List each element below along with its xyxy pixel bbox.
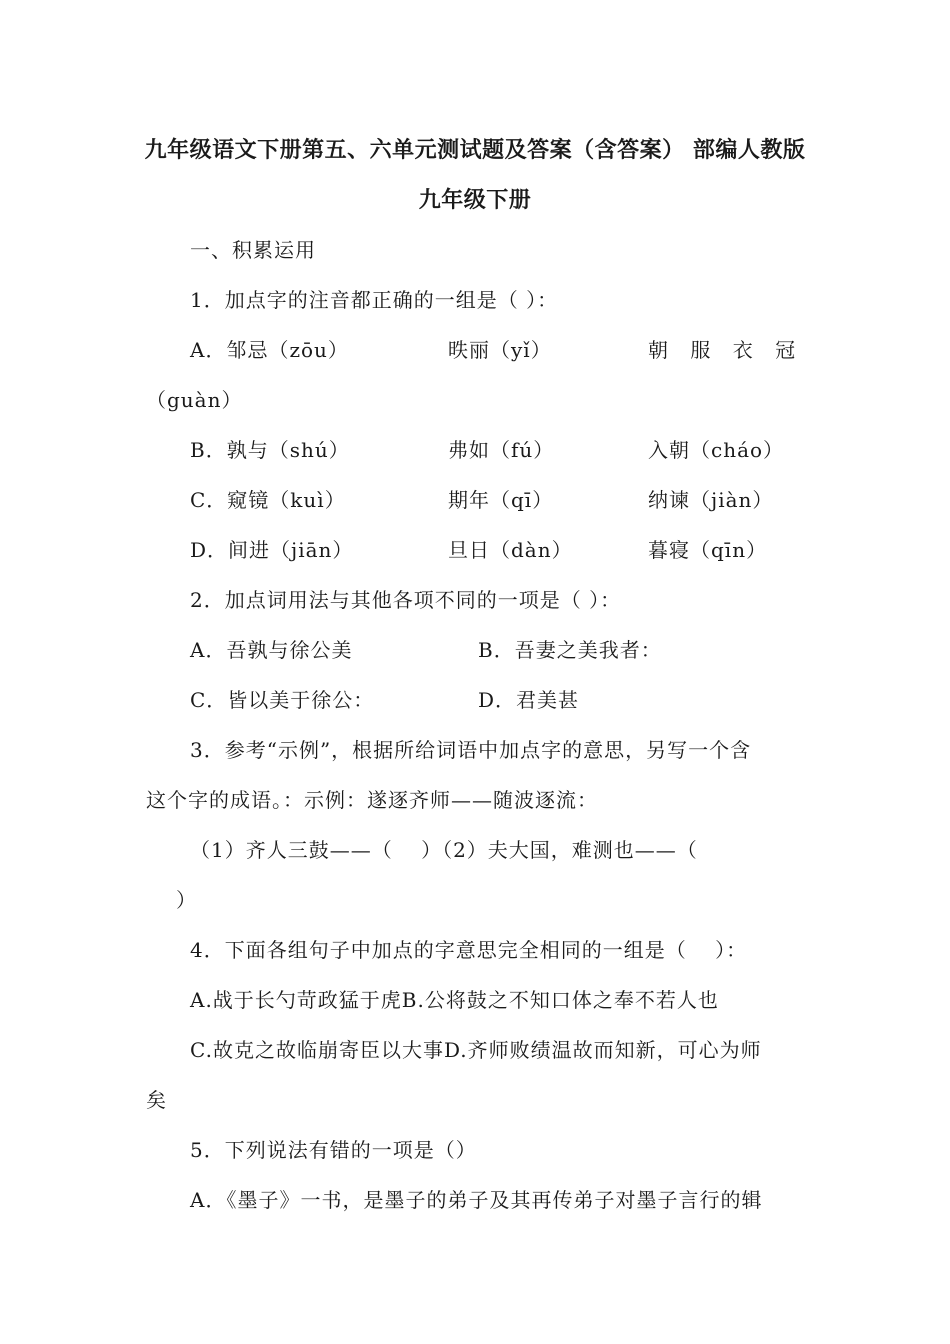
q2-option-c: C．皆以美于徐公： [190, 688, 375, 712]
q1-option-a-2: 昳丽（yǐ） [448, 338, 552, 362]
q4-options-cd: C.故克之故临崩寄臣以大事D.齐师败绩温故而知新，可心为师 [190, 1038, 762, 1062]
q1-option-a-3-cont: （guàn） [146, 388, 243, 412]
question-3-items-cont: ） [176, 888, 197, 912]
q1-option-a-1: A．邹忌（zōu） [190, 338, 349, 362]
document-title: 九年级语文下册第五、六单元测试题及答案（含答案） 部编人教版 [144, 138, 806, 163]
document-subtitle: 九年级下册 [418, 188, 532, 213]
q1-option-d-2: 旦日（dàn） [448, 538, 573, 562]
question-1-stem: 1．加点字的注音都正确的一组是（ ）： [190, 288, 559, 312]
question-5-stem: 5．下列说法有错的一项是（） [190, 1138, 477, 1162]
q1-option-d-3: 暮寝（qīn） [648, 538, 768, 562]
question-2-stem: 2．加点词用法与其他各项不同的一项是（ ）： [190, 588, 622, 612]
q1-option-c-2: 期年（qī） [448, 488, 554, 512]
q1-option-c-3: 纳谏（jiàn） [648, 488, 774, 512]
q1-option-b-1: B．孰与（shú） [190, 438, 350, 462]
question-3-stem: 3．参考“示例”，根据所给词语中加点字的意思，另写一个含 [190, 738, 752, 762]
q1-option-a-3: 朝 服 衣 冠 [648, 338, 797, 362]
q2-option-b: B．吾妻之美我者： [478, 638, 662, 662]
question-3-stem-cont: 这个字的成语。：示例：遂逐齐师——随波逐流： [146, 788, 598, 812]
q4-options-cd-cont: 矣 [146, 1088, 167, 1112]
q5-option-a: A．《墨子》一书，是墨子的弟子及其再传弟子对墨子言行的辑 [190, 1188, 763, 1212]
q1-option-b-3: 入朝（cháo） [648, 438, 785, 462]
question-3-items: （1）齐人三鼓——（ ）（2）夫大国，难测也——（ [190, 838, 698, 862]
q2-option-a: A．吾孰与徐公美 [190, 638, 353, 662]
q1-option-b-2: 弗如（fú） [448, 438, 555, 462]
question-4-stem: 4．下面各组句子中加点的字意思完全相同的一组是（ ）： [190, 938, 748, 962]
q1-option-d-1: D．间进（jiān） [190, 538, 354, 562]
section-heading: 一、积累运用 [190, 238, 316, 262]
q4-options-ab: A.战于长勺苛政猛于虎B.公将鼓之不知口体之奉不若人也 [190, 988, 719, 1012]
q1-option-c-1: C．窥镜（kuì） [190, 488, 346, 512]
q2-option-d: D．君美甚 [478, 688, 580, 712]
